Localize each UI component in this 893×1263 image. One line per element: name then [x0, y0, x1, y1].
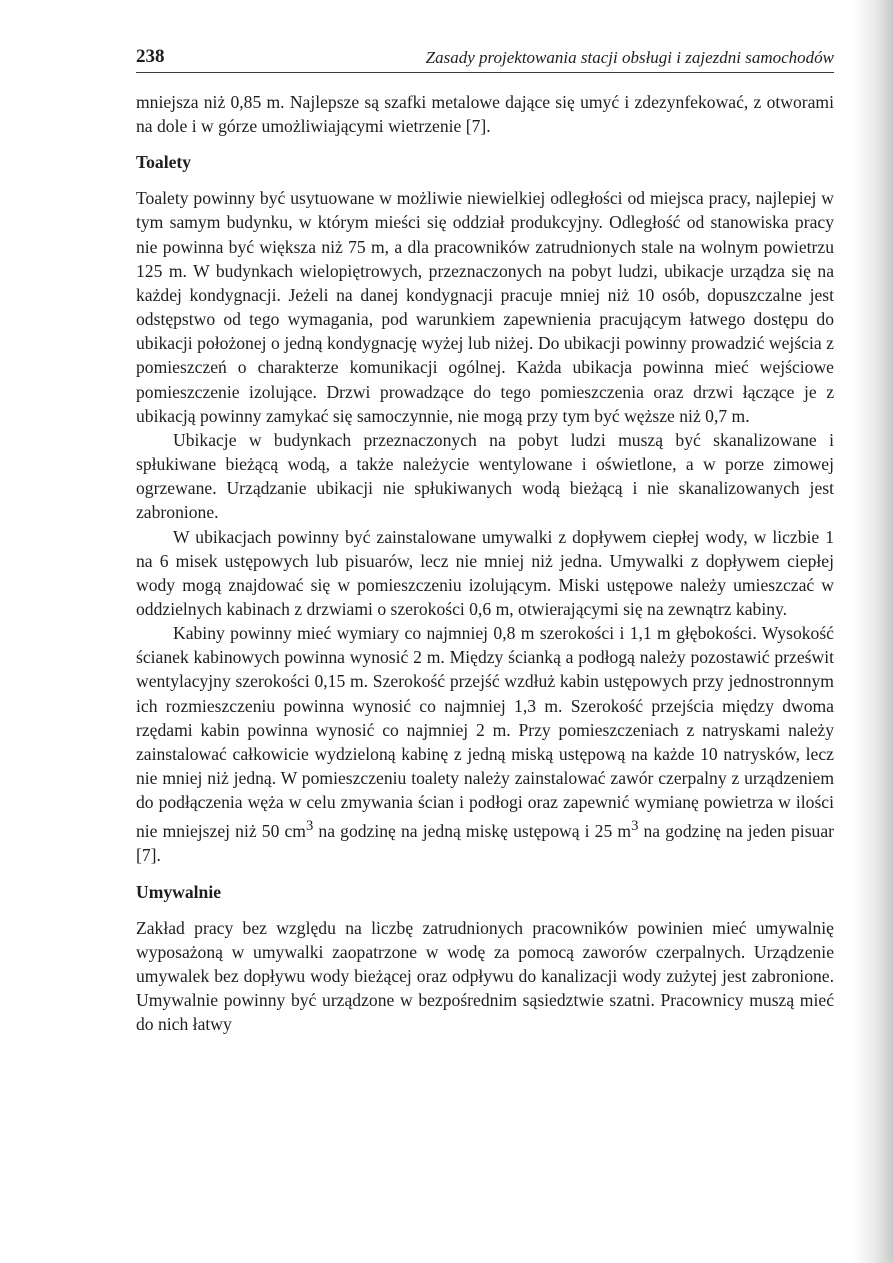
page-edge-shadow [853, 0, 893, 1263]
paragraph-umywalnie-1: Zakład pracy bez względu na liczbę zatrudnionych pracowników powinien mieć umywalnię wyposażoną w umywalki zaopatrzone w wodę za pomocą zaworów czerpalnych. Urządzenie umywalek bez dopływu wody bieżącej oraz odpływu do kanalizacji wody zużytej jest zabronione. Umywalnie powinny być urządzone w bezpośrednim sąsiedztwie szatni. Pracownicy muszą mieć do nich łatwy [136, 917, 834, 1035]
superscript-cubic-2: 3 [631, 818, 639, 835]
page-number: 238 [136, 46, 165, 67]
paragraph-toalety-4-part-a: Kabiny powinny mieć wymiary co najmniej 0,8 m szerokości i 1,1 m głębokości. Wysokość ścianek kabinowych powinna wynosić 2 m. Między ścianką a podłogą należy pozostawić prześwit wentylacyjny szerokości 0,15 m. Szerokość przejść wzdłuż kabin ustępowych przy jednostronnym ich rozmieszczeniu powinna wynosić co najmniej 1,3 m. Szerokość przejścia między dwoma rzędami kabin powinna wynosić co najmniej 2 m. Przy pomieszczeniach z natryskami należy zainstalować całkowicie wydzieloną kabinę z jedną miską ustępową na każde 10 natrysków, lecz nie mniej niż jedną. W pomieszczeniu toalety należy zainstalować zawór czerpalny z urządzeniem do podłączenia węża w celu zmywania ścian i podłogi oraz zapewnić wymianę powietrza w ilości nie mniejszej niż 50 cm [136, 623, 834, 842]
page-body [136, 90, 834, 1036]
paragraph-toalety-1: Toalety powinny być usytuowane w możliwie niewielkiej odległości od miejsca pracy, najlepiej w tym samym budynku, w którym mieści się oddział produkcyjny. Odległość od stanowiska pracy nie powinna być większa niż 75 m, a dla pracowników zatrudnionych stale na wolnym powietrzu 125 m. W budynkach wielopiętrowych, przeznaczonych na pobyt ludzi, ubikacje urządza się na każdej kondygnacji. Jeżeli na danej kondygnacji pracuje mniej niż 10 osób, dopuszczalne jest odstępstwo od tego wymagania, pod warunkiem zapewnienia pracującym łatwego dostępu do ubikacji położonej o jedną kondygnację wyżej lub niżej. Do ubikacji powinny prowadzić wejścia z pomieszczeń o charakterze komunikacji ogólnej. Każda ubikacja powinna mieć wejściowe pomieszczenie izolujące. Drzwi prowadzące do tego pomieszczenia oraz drzwi łączące je z ubikacją powinny zamykać się samoczynnie, nie mogą przy tym być węższe niż 0,7 m. [136, 188, 834, 426]
superscript-cubic-1: 3 [305, 818, 314, 835]
paragraph-toalety-4-part-b: na godzinę na jedną miskę ustępową i 25 m [313, 821, 632, 842]
page-header [136, 44, 834, 73]
paragraph-toalety-3: W ubikacjach powinny być zainstalowane umywalki z dopływem ciepłej wody, w liczbie 1 na 6 misek ustępowych lub pisuarów, lecz nie mniej niż jedna. Umywalki z dopływem ciepłej wody mogą znajdować się w pomieszczeniu izolującym. Miski ustępowe należy umieszczać w oddzielnych kabinach z drzwiami o szerokości 0,6 m, otwierającymi się na zewnątrz kabiny. [136, 526, 834, 619]
running-title: Zasady projektowania stacji obsługi i zajezdni samochodów [425, 48, 834, 67]
section-heading-toalety: Toalety [136, 152, 192, 173]
paragraph-intro: mniejsza niż 0,85 m. Najlepsze są szafki metalowe dające się umyć i zdezynfekować, z otworami na dole i w górze umożliwiającymi wietrzenie [7]. [136, 92, 834, 137]
section-heading-umywalnie: Umywalnie [136, 881, 222, 902]
paragraph-toalety-4 [136, 621, 834, 867]
paragraph-toalety-2: Ubikacje w budynkach przeznaczonych na pobyt ludzi muszą być skanalizowane i spłukiwane bieżącą wodą, a także należycie wentylowane i oświetlone, a w porze zimowej ogrzewane. Urządzanie ubikacji nie spłukiwanych wodą bieżącą i nie skanalizowanych jest zabronione. [136, 429, 834, 523]
paragraph-toalety-4-part-c: na godzinę na jeden pisuar [7]. [136, 821, 834, 866]
